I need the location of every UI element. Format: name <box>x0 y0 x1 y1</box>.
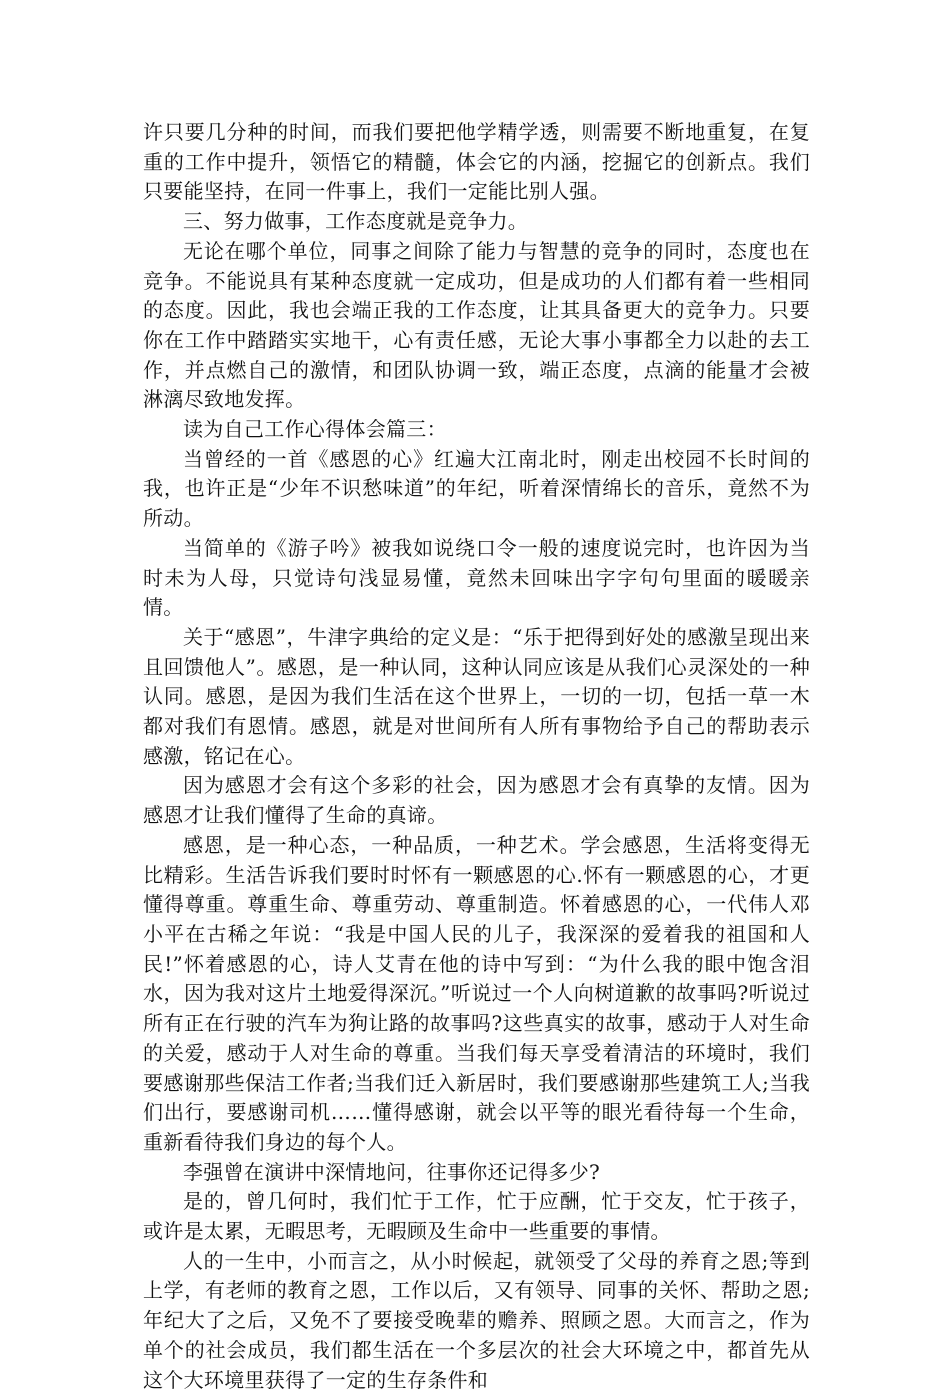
paragraph-busy: 是的，曾几何时，我们忙于工作，忙于应酬，忙于交友，忙于孩子，或许是太累，无暇思考，无暇顾及生命中一些重要的事情。 <box>143 1189 810 1244</box>
paragraph-society: 因为感恩才会有这个多彩的社会，因为感恩才会有真挚的友情。因为感恩才让我们懂得了生命的真谛。 <box>143 773 810 828</box>
paragraph-mindset: 感恩，是一种心态，一种品质，一种艺术。学会感恩，生活将变得无比精彩。生活告诉我们要时时怀有一颗感恩的心.怀有一颗感恩的心，才更懂得尊重。尊重生命、尊重劳动、尊重制造。怀着感恩的心，一代伟人邓小平在古稀之年说：“我是中国人民的儿子，我深深的爱着我的祖国和人民!”怀着感恩的心，诗人艾青在他的诗中写到：“为什么我的眼中饱含泪水，因为我对这片土地爱得深沉。”听说过一个人向树道歉的故事吗?听说过所有正在行驶的汽车为狗让路的故事吗?这些真实的故事，感动于人对生命的关爱，感动于人对生命的尊重。当我们每天享受着清洁的环境时，我们要感谢那些保洁工作者;当我们迁入新居时，我们要感谢那些建筑工人;当我们出行，要感谢司机……懂得感谢，就会以平等的眼光看待每一个生命，重新看待我们身边的每个人。 <box>143 832 810 1154</box>
paragraph-attitude: 无论在哪个单位，同事之间除了能力与智慧的竞争的同时，态度也在竞争。不能说具有某种态度就一定成功，但是成功的人们都有着一些相同的态度。因此，我也会端正我的工作态度，让其具备更大的竞争力。只要你在工作中踏踏实实地干，心有责任感，无论大事小事都全力以赴的去工作，并点燃自己的激情，和团队协调一致，端正态度，点滴的能量才会被淋漓尽致地发挥。 <box>143 238 810 412</box>
paragraph-youziyin: 当简单的《游子吟》被我如说绕口令一般的速度说完时，也许因为当时未为人母，只觉诗句浅显易懂，竟然未回味出字字句句里面的暖暖亲情。 <box>143 535 810 620</box>
article-part-title: 读为自己工作心得体会篇三： <box>183 417 447 442</box>
paragraph-liqiang: 李强曾在演讲中深情地问，往事你还记得多少? <box>183 1159 601 1184</box>
document-page <box>143 118 810 1395</box>
paragraph-gratitude-song: 当曾经的一首《感恩的心》红遍大江南北时，刚走出校园不长时间的我，也许正是“少年不识愁味道”的年纪，听着深情绵长的音乐，竟然不为所动。 <box>143 446 810 531</box>
paragraph-continuation: 许只要几分种的时间，而我们要把他学精学透，则需要不断地重复，在复重的工作中提升，领悟它的精髓，体会它的内涵，挖掘它的创新点。我们只要能坚持，在同一件事上，我们一定能比别人强。 <box>143 120 810 204</box>
paragraph-definition: 关于“感恩”，牛津字典给的定义是：“乐于把得到好处的感激呈现出来且回馈他人”。感恩，是一种认同，这种认同应该是从我们心灵深处的一种认同。感恩，是因为我们生活在这个世界上，一切的一切，包括一草一木都对我们有恩情。感恩，就是对世间所有人所有事物给予自己的帮助表示感激，铭记在心。 <box>143 624 810 768</box>
paragraph-lifetime: 人的一生中，小而言之，从小时候起，就领受了父母的养育之恩;等到上学，有老师的教育之恩，工作以后，又有领导、同事的关怀、帮助之恩;年纪大了之后，又免不了要接受晚辈的赡养、照顾之恩。大而言之，作为单个的社会成员，我们都生活在一个多层次的社会大环境之中，都首先从这个大环境里获得了一定的生存条件和 <box>143 1248 810 1392</box>
section-heading-3: 三、努力做事，工作态度就是竞争力。 <box>183 209 529 234</box>
